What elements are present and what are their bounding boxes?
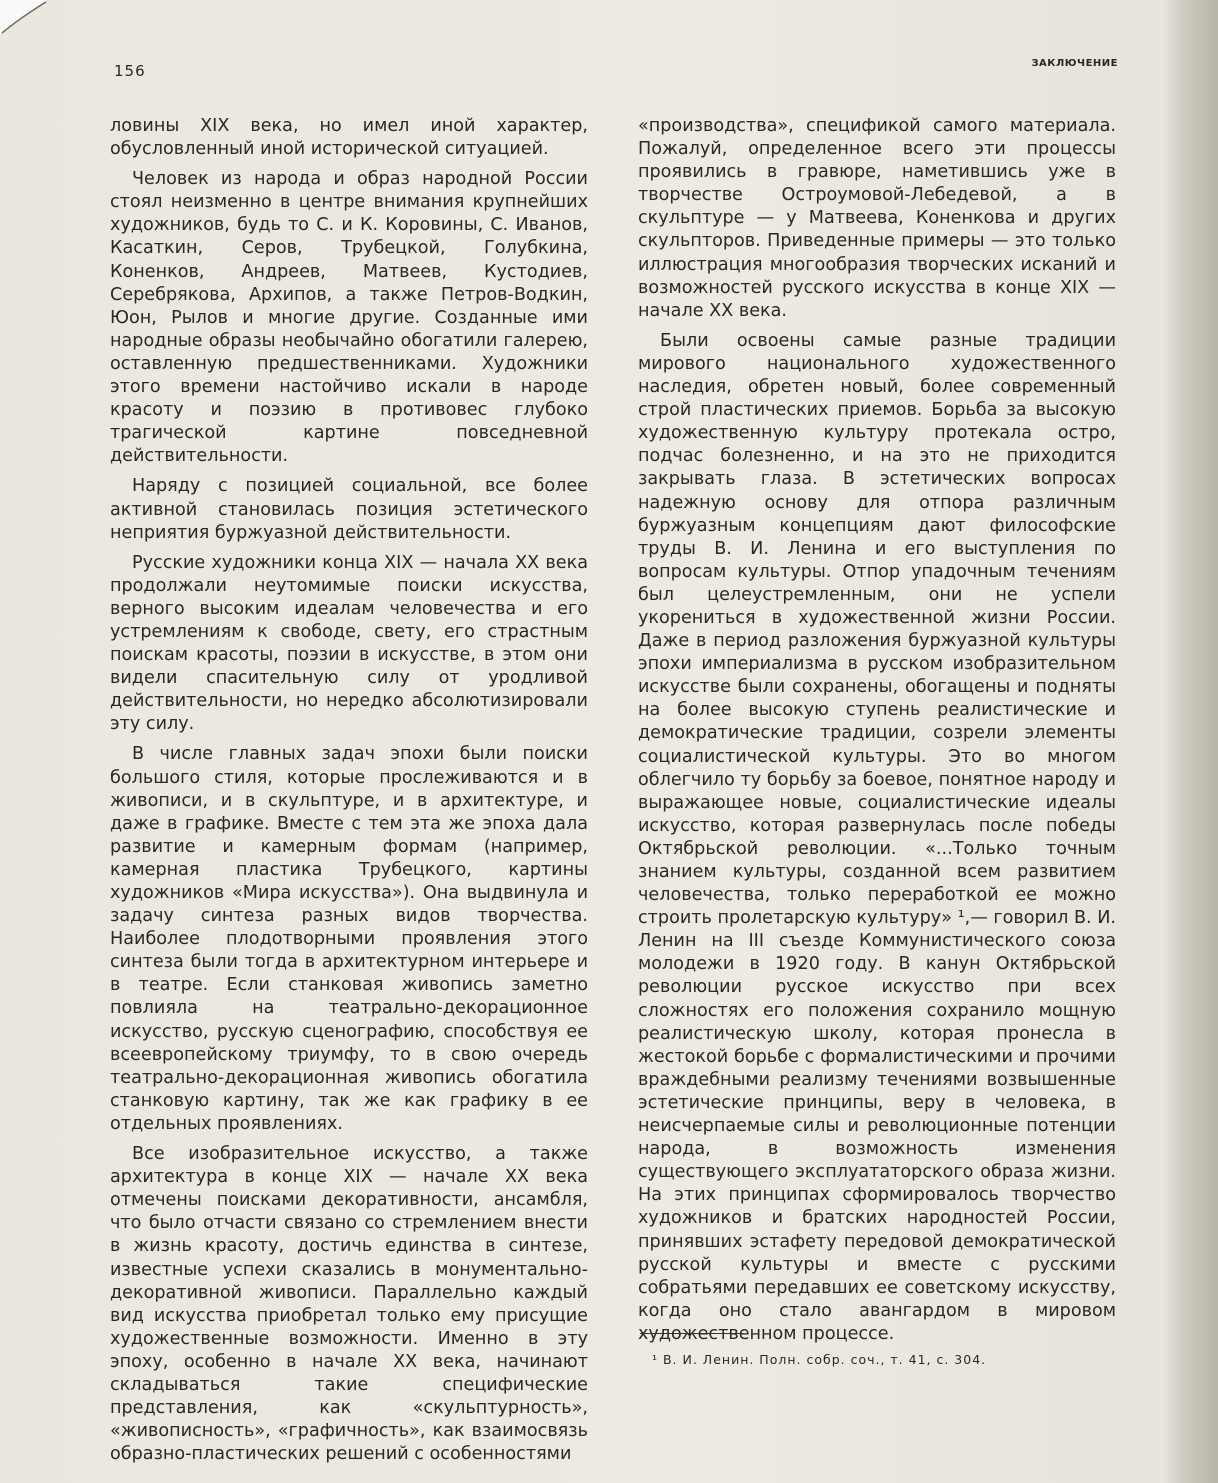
- paragraph: «производства», спецификой самого материала. Пожалуй, определенное всего эти процессы проявились в гравюре, наметившись уже в творчестве Остроумовой-Лебедевой, а в скульптуре — у Матвеева, Коненкова и других скульпторов. Приведенные примеры — это только иллюстрация многообразия творческих исканий и возможностей русского искусства в конце XIX — начале XX века.: [638, 116, 1116, 321]
- footnote: ¹ В. И. Ленин. Полн. собр. соч., т. 41, с. 304.: [652, 1352, 987, 1367]
- folded-corner-mark: [0, 0, 60, 60]
- paragraph: Наряду с позицией социальной, все более активной становилась позиция эстетического неприятия буржуазной действительности.: [110, 476, 588, 543]
- left-text-column: [110, 115, 588, 1473]
- paragraph: Все изобразительное искусство, а также архитектура в конце XIX — начале XX века отмечены поисками декоративности, ансамбля, что было отчасти связано со стремлением внести в жизнь красоту, достичь единства в синтезе, известные успехи сказались в монументально-декоративной живописи. Параллельно каждый вид искусства приобретал только ему присущие художественные возможности. Именно в эту эпоху, особенно в начале XX века, начинают складываться такие специфические представления, как «скульптурность», «живописность», «графичность», как взаимосвязь образно-пластических решений с особенностями: [110, 1144, 588, 1465]
- paragraph: В числе главных задач эпохи были поиски большого стиля, которые прослеживаются и в живописи, и в скульптуре, и в архитектуре, и даже в графике. Вместе с тем эта же эпоха дала развитие и камерным формам (например, камерная пластика Трубецкого, картины художников «Мира искусства»). Она выдвинула и задачу синтеза разных видов творчества. Наиболее плодотворными проявления этого синтеза были тогда в архитектурном интерьере и в театре. Если станковая живопись заметно повлияла на театрально-декорационное искусство, русскую сценографию, способствуя ее всеевропейскому триумфу, то в свою очередь театрально-декорационная живопись обогатила станковую картину, так же как графику в ее отдельных проявлениях.: [110, 744, 588, 1134]
- paragraph: Человек из народа и образ народной России стоял неизменно в центре внимания крупнейших художников, будь то С. и К. Коровины, С. Иванов, Касаткин, Серов, Трубецкой, Голубкина, Коненков, Андреев, Матвеев, Кустодиев, Серебрякова, Архипов, а также Петров-Водкин, Юон, Рылов и многие другие. Созданные ими народные образы необычайно обогатили галерею, оставленную предшественниками. Художники этого времени настойчиво искали в народе красоту и поэзию в противовес глубоко трагической картине повседневной действительности.: [110, 169, 588, 467]
- paragraph: Были освоены самые разные традиции мирового национального художественного наследия, обретен новый, более современный строй пластических приемов. Борьба за высокую художественную культуру протекала остро, подчас болезненно, и на это не приходится закрывать глаза. В эстетических вопросах надежную основу для отпора различным буржуазным концепциям дают философские труды В. И. Ленина и его выступления по вопросам культуры. Отпор упадочным течениям был целеустремленным, они не успели укорениться в художественной жизни России. Даже в период разложения буржуазной культуры эпохи империализма в русском изобразительном искусстве были сохранены, обогащены и подняты на более высокую ступень реалистические и демократические традиции, созрели элементы социалистической культуры. Это во многом облегчило ту борьбу за боевое, понятное народу и выражающее новые, социалистические идеалы искусство, которая развернулась после победы Октябрьской революции. «...Только точным знанием культуры, созданной всем развитием человечества, только переработкой ее можно строить пролетарскую культуру» ¹,— говорил В. И. Ленин на III съезде Коммунистического союза молодежи в 1920 году. В канун Октябрьской революции русское искусство при всех сложностях его положения сохранило мощную реалистическую школу, которая пронесла в жестокой борьбе с формалистическими и прочими враждебными реализму течениями возвышенные эстетические принципы, веру в человека, в неисчерпаемые силы и революционные потенции народа, в возможность изменения существующего эксплуататорского образа жизни. На этих принципах сформировалось творчество художников и братских народностей России, принявших эстафету передовой демократической русской культуры и вместе с русскими собратьями передавших ее советскому искусству, когда оно стало авангардом в мировом художественном процессе.: [638, 330, 1116, 1344]
- paragraph: ловины XIX века, но имел иной характер, обусловленный иной исторической ситуацией.: [110, 116, 588, 160]
- paragraph: Русские художники конца XIX — начала XX века продолжали неутомимые поиски искусства, верного высоким идеалам человечества и его устремлениям к свободе, свету, его страстным поискам красоты, поэзии в искусстве, в этом они видели спасительную силу от уродливой действительности, но нередко абсолютизировали эту силу.: [110, 552, 588, 735]
- page-binding-shadow: [1160, 0, 1218, 1483]
- footnote-divider: [640, 1333, 744, 1334]
- page-number: 156: [114, 62, 146, 80]
- right-text-column: [638, 115, 1116, 1353]
- running-title: ЗАКЛЮЧЕНИЕ: [1031, 58, 1118, 69]
